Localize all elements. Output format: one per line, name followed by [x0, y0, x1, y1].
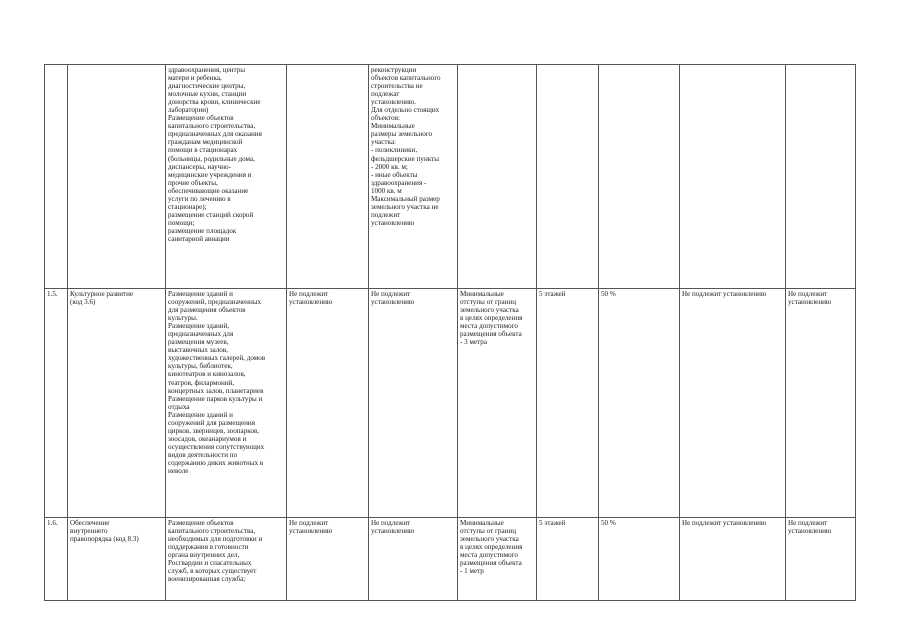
table-cell: Не подлежит установлению	[680, 289, 786, 518]
table-cell: 50 %	[599, 289, 680, 518]
table-cell	[287, 65, 369, 289]
table-cell	[537, 65, 599, 289]
description-cell: здравоохранения, центры матери и ребенка, диагностические центры, молочные кухни, станции донорства крови, клинические лаборатории) Размещение объектов капитального строительства, предназначенных для оказания гражданам медицинской помощи в стационарах (больницы, родильные дома, диспансеры, научно- медицинские учреждения и прочие объекты, обеспечивающие оказание услуги по лечению в стационаре); размещение станций скорой помощи; размещение площадок санитарной авиации	[166, 65, 287, 289]
row-number-cell: 1.6.	[45, 518, 68, 601]
table-cell: 5 этажей	[537, 518, 599, 601]
row-number-cell: 1.5.	[45, 289, 68, 518]
table-cell: 50 %	[599, 518, 680, 601]
table-cell: Не подлежит установлению	[287, 518, 369, 601]
table-cell: Не подлежит установлению	[287, 289, 369, 518]
use-type-cell	[68, 65, 166, 289]
regulations-table	[44, 64, 856, 601]
table-cell: Не подлежит установлению	[786, 518, 856, 601]
table-cell: Не подлежит установлению	[786, 289, 856, 518]
table-cell	[786, 65, 856, 289]
row-number-cell	[45, 65, 68, 289]
table-row	[45, 289, 856, 518]
table-cell: Не подлежит установлению	[680, 518, 786, 601]
use-type-cell: Культурное развитие (код 3.6)	[68, 289, 166, 518]
description-cell: Размещение зданий и сооружений, предназначенных для размещения объектов культуры. Размещение зданий, предназначенных для размещения музеев, выставочных залов, художественных галерей, домов культуры, библиотек, кинотеатров и кинозалов, театров, филармоний, концертных залов, планетариев Размещение парков культуры и отдыха Размещение зданий и сооружений для размещения цирков, зверинцев, зоопарков, зоосадов, океанариумов и осуществления сопутствующих видов деятельности по содержанию диких животных в неволе	[166, 289, 287, 518]
table-cell: 5 этажей	[537, 289, 599, 518]
table-cell	[599, 65, 680, 289]
table-row	[45, 518, 856, 601]
table-cell	[458, 65, 537, 289]
table-row	[45, 65, 856, 289]
use-type-cell: Обеспечение внутреннего правопорядка (код 8.3)	[68, 518, 166, 601]
table-cell: Минимальные отступы от границ земельного участка в целях определения места допустимого размещения объекта - 1 метр	[458, 518, 537, 601]
table-cell: Минимальные отступы от границ земельного участка в целях определения места допустимого размещения объекта - 3 метра	[458, 289, 537, 518]
table-cell: Не подлежит установлению	[369, 289, 458, 518]
table-cell	[680, 65, 786, 289]
description-cell: Размещение объектов капитального строительства, необходимых для подготовки и поддержания в готовности органа внутренних дел, Росгвардии и спасательных служб, в которых существует военизированная служба;	[166, 518, 287, 601]
table-cell: реконструкции объектов капитального строительства не подлежат установлению. Для отдельно стоящих объектов: Минимальные размеры земельного участка: - поликлиники, фельдшерские пункты - 2000 кв. м; - иные объекты здравоохранения - 1000 кв. м Максимальный размер земельного участка не подлежит установлению	[369, 65, 458, 289]
table-cell: Не подлежит установлению	[369, 518, 458, 601]
